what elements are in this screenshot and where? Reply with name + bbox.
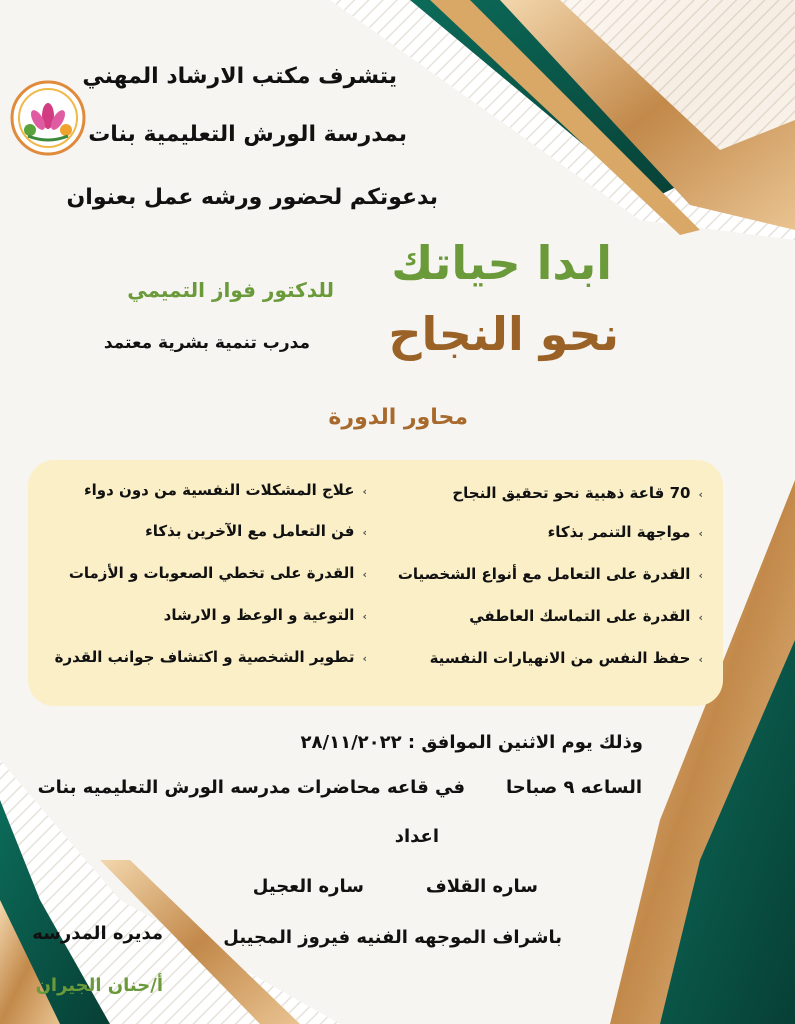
topic-left-2: ›فن التعامل مع الآخرين بذكاء [145,522,367,540]
bullet-icon: › [362,568,367,581]
topic-left-5: ›تطوير الشخصية و اكتشاف جوانب القدرة [54,648,367,666]
bullet-icon: › [362,610,367,623]
section-title: محاور الدورة [328,405,468,430]
topic-right-4: ›القدرة على التماسك العاطفي [469,607,703,625]
lotus-logo-icon [8,78,88,158]
topic-left-1: ›علاج المشكلات النفسية من دون دواء [83,481,367,499]
topic-right-3: ›القدرة على التعامل مع أنواع الشخصيات [397,565,703,583]
preparer-name-2: ساره العجيل [252,876,364,897]
supervision-line: باشراف الموجهه الفنيه فيروز المجيبل [223,927,562,948]
workshop-title-line-2: نحو النجاح [388,307,619,361]
topic-left-4: ›التوعية و الوعظ و الارشاد [163,606,367,624]
event-date: وذلك يوم الاثنين الموافق : ٢٨/١١/٢٠٢٢ [300,732,643,753]
topic-right-1: ›70 قاعة ذهبية نحو تحقيق النجاح [452,484,703,502]
workshop-title-line-1: ابدا حياتك [391,236,612,290]
presenter-name: للدكتور فواز التميمي [127,278,334,302]
principal-name: أ/حنان الجيران [35,975,163,996]
principal-title: مديره المدرسه [32,923,163,944]
bullet-icon: › [698,527,703,540]
school-logo [8,78,88,158]
bullet-icon: › [362,652,367,665]
preparer-name-1: ساره القلاف [425,876,538,897]
prepared-by-label: اعداد [394,826,439,847]
topic-right-2: ›مواجهة التنمر بذكاء [547,523,703,541]
header-line-2: بمدرسة الورش التعليمية بنات [88,122,407,147]
bullet-icon: › [698,653,703,666]
header-line-1: يتشرف مكتب الارشاد المهني [82,64,397,89]
event-time: الساعه ٩ صباحا [506,777,642,798]
bullet-icon: › [362,485,367,498]
bullet-icon: › [362,526,367,539]
topic-right-5: ›حفظ النفس من الانهيارات النفسية [429,649,703,667]
bullet-icon: › [698,488,703,501]
event-place: في قاعه محاضرات مدرسه الورش التعليميه بنات [37,777,465,798]
bullet-icon: › [698,611,703,624]
bullet-icon: › [698,569,703,582]
header-line-3: بدعوتكم لحضور ورشه عمل بعنوان [66,185,438,210]
topic-left-3: ›القدرة على تخطي الصعوبات و الأزمات [68,564,367,582]
presenter-role: مدرب تنمية بشرية معتمد [103,333,310,353]
